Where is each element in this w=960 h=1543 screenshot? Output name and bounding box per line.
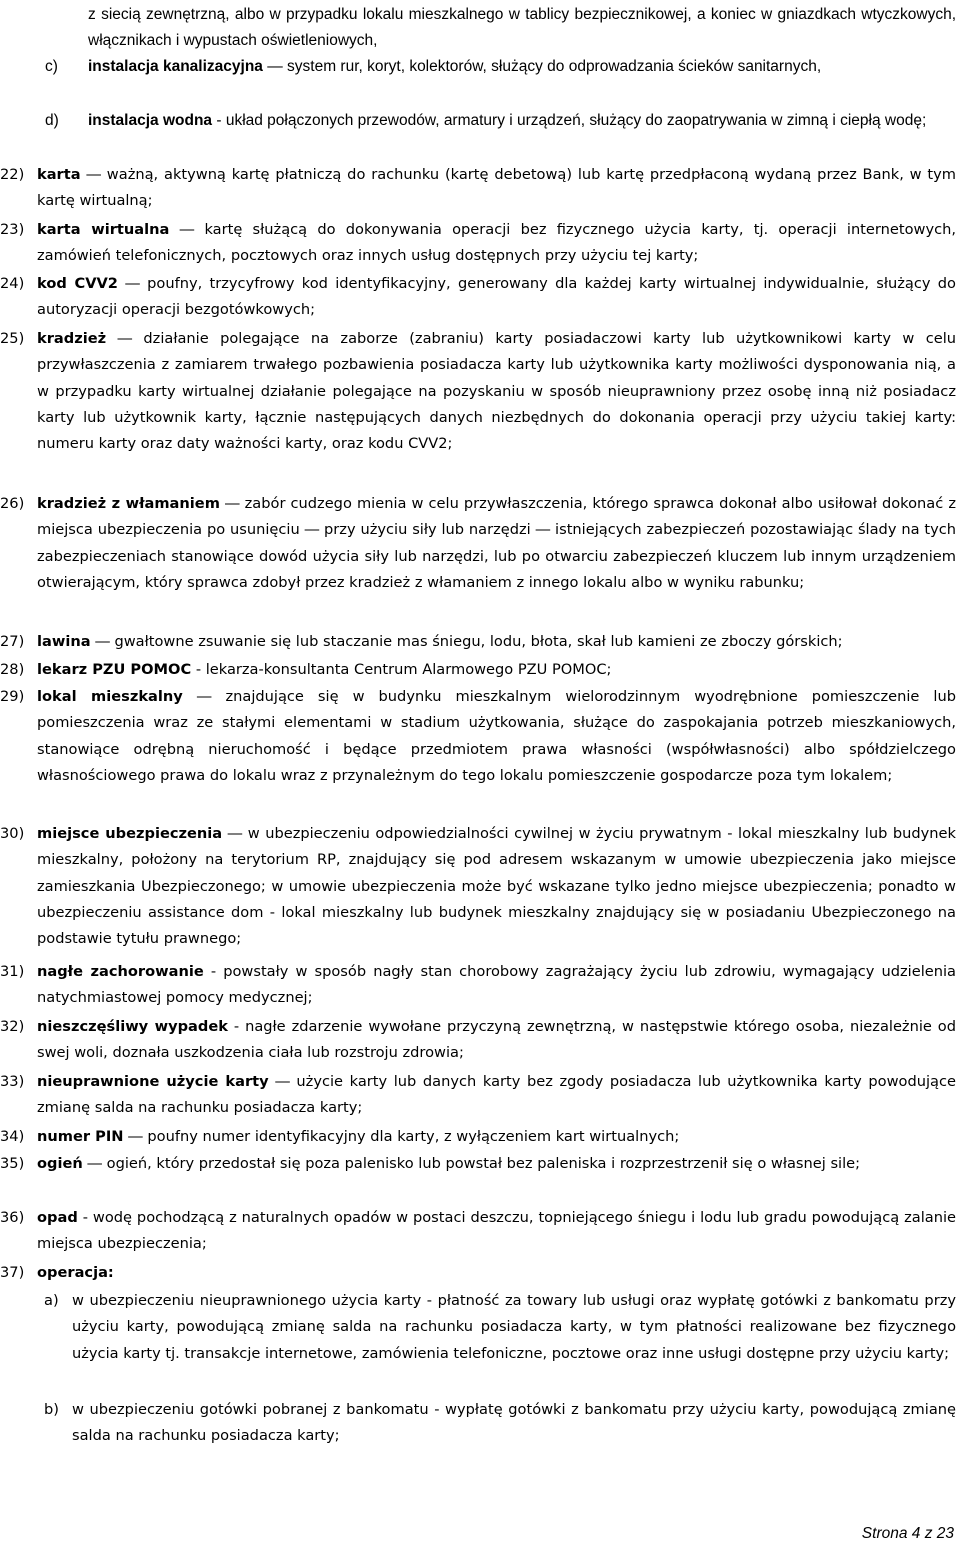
- definition-number: 37): [0, 1264, 25, 1281]
- definition-37: [0, 1260, 960, 1286]
- intro-item-c: [0, 54, 960, 80]
- definition-28: [0, 657, 960, 683]
- definition-term: ogień: [37, 1155, 83, 1172]
- definition-text: ― znajdujące się w budynku mieszkalnym wielorodzinnym wyodrębnione pomieszczenie lub pomieszczenia wraz ze stałymi elementami w stadium użytkowania, służące do zaspokajania potrzeb mieszkaniowych, stanowiące odrębną nieruchomość i będące przedmiotem prawa własności (współwłasności) albo spółdzielczego własnościowego prawa do lokalu wraz z przynależnym do tego lokalu pomieszczenie gospodarcze poza tym lokalem;: [37, 688, 956, 784]
- definition-term: miejsce ubezpieczenia: [37, 825, 223, 842]
- definition-term: nieszczęśliwy wypadek: [37, 1018, 228, 1035]
- definition-term: karta: [37, 166, 81, 183]
- definition-term: kradzież: [37, 330, 107, 347]
- definition-text: ― użycie karty lub danych karty bez zgody posiadacza lub użytkownika karty powodujące zmianę salda na rachunku posiadacza karty;: [37, 1073, 956, 1117]
- definition-term: numer PIN: [37, 1128, 124, 1145]
- definition-text: ― zabór cudzego mienia w celu przywłaszczenia, którego sprawca dokonał albo usiłował dokonać z miejsca ubezpieczenia po usunięciu ― przy użyciu siły lub narzędzi ― istniejących zabezpieczeń pozostawiając ślady na tych zabezpieczeniach stanowiące dowód użycia siły lub narzędzi, lub po otwarciu zabezpieczeń kluczem lub innym urządzeniem otwierającym, który sprawca zdobył przez kradzież z włamaniem z innego lokalu albo w wyniku rabunku;: [37, 495, 956, 591]
- definition-text: ― kartę służącą do dokonywania operacji bez fizycznego użycia karty, tj. operacji internetowych, zamówień telefonicznych, pocztowych oraz innych usług dostępnych przy użyciu tej karty;: [37, 221, 956, 265]
- intro-item-text: ― system rur, koryt, kolektorów, służący do odprowadzania ścieków sanitarnych,: [262, 58, 822, 75]
- intro-item-label: c): [45, 58, 58, 75]
- definition-number: 34): [0, 1128, 25, 1145]
- intro-item-term: instalacja kanalizacyjna: [88, 58, 263, 75]
- definition-text: ― poufny numer identyfikacyjny dla karty, z wyłączeniem kart wirtualnych;: [123, 1128, 680, 1145]
- definition-term: kod CVV2: [37, 275, 118, 292]
- definition-32: [0, 1014, 960, 1067]
- operacja-item-text: w ubezpieczeniu nieuprawnionego użycia karty - płatność za towary lub usługi oraz wypłatę gotówki z bankomatu przy użyciu karty, powodującą zmianę salda na rachunku posiadacza karty, w tym płatności realizowane bez fizycznego użycia karty tj. transakcje internetowe, zamówienia telefoniczne, pocztowe oraz inne usługi dostępne przy użyciu karty;: [72, 1292, 956, 1362]
- definition-number: 33): [0, 1073, 25, 1090]
- operacja-item-label: a): [44, 1292, 59, 1309]
- operacja-item-b: [0, 1397, 960, 1450]
- definition-number: 35): [0, 1155, 25, 1172]
- definition-number: 26): [0, 495, 25, 512]
- definition-number: 28): [0, 661, 25, 678]
- definition-27: [0, 629, 960, 655]
- definition-term: lawina: [37, 633, 91, 650]
- intro-continuation: [0, 2, 960, 54]
- definition-term: nagłe zachorowanie: [37, 963, 204, 980]
- definition-term: lekarz PZU POMOC: [37, 661, 192, 678]
- definition-term: nieuprawnione użycie karty: [37, 1073, 269, 1090]
- definition-34: [0, 1124, 960, 1150]
- definition-number: 36): [0, 1209, 25, 1226]
- definition-term: kradzież z włamaniem: [37, 495, 220, 512]
- definition-31: [0, 959, 960, 1012]
- definition-term: lokal mieszkalny: [37, 688, 183, 705]
- definition-22: [0, 162, 960, 215]
- definition-35: [0, 1151, 960, 1177]
- definition-number: 24): [0, 275, 25, 292]
- definition-text: ― w ubezpieczeniu odpowiedzialności cywilnej w życiu prywatnym - lokal mieszkalny lub budynek mieszkalny, położony na terytorium RP, znajdujący się pod adresem wskazanym w umowie ubezpieczenia jako miejsce zamieszkania Ubezpieczonego; w umowie ubezpieczenia może być wskazane tylko jedno miejsce ubezpieczenia; ponadto w ubezpieczeniu assistance dom - lokal mieszkalny lub budynek mieszkalny znajdujący się w posiadaniu Ubezpieczonego na podstawie tytułu prawnego;: [37, 825, 956, 948]
- intro-item-d: [0, 108, 960, 134]
- definition-number: 30): [0, 825, 25, 842]
- definition-term: karta wirtualna: [37, 221, 170, 238]
- operacja-item-label: b): [44, 1401, 59, 1418]
- definition-24: [0, 271, 960, 324]
- definition-number: 32): [0, 1018, 25, 1035]
- intro-item-label: d): [45, 112, 59, 129]
- definition-26: [0, 491, 960, 596]
- definition-text: - wodę pochodzącą z naturalnych opadów w postaci deszczu, topniejącego śniegu i lodu lub gradu powodującą zalanie miejsca ubezpieczenia;: [37, 1209, 956, 1253]
- definition-number: 27): [0, 633, 25, 650]
- definition-term: operacja:: [37, 1264, 114, 1281]
- definition-text: - nagłe zdarzenie wywołane przyczyną zewnętrzną, w następstwie którego osoba, niezależnie od swej woli, doznała uszkodzenia ciała lub rozstroju zdrowia;: [37, 1018, 956, 1062]
- definition-number: 25): [0, 330, 25, 347]
- definition-30: [0, 821, 960, 952]
- definition-text: ― ważną, aktywną kartę płatniczą do rachunku (kartę debetową) lub kartę przedpłaconą wydaną przez Bank, w tym kartę wirtualną;: [37, 166, 956, 210]
- definition-number: 22): [0, 166, 25, 183]
- page-number: Strona 4 z 23: [861, 1525, 954, 1542]
- definition-text: ― poufny, trzycyfrowy kod identyfikacyjny, generowany dla każdej karty wirtualnej indywidualnie, służący do autoryzacji operacji bezgotówkowych;: [37, 275, 956, 319]
- operacja-item-a: [0, 1288, 960, 1367]
- definition-text: ― działanie polegające na zaborze (zabraniu) karty posiadaczowi karty lub użytkownikowi karty w celu przywłaszczenia z zamiarem trwałego pozbawienia posiadacza karty lub użytkownika karty możliwości dysponowania nią, a w przypadku karty wirtualnej działanie polegające na pozyskaniu w sposób nieuprawniony przez osobę inną niż posiadacz karty lub użytkownik karty, łącznie następujących danych niezbędnych do dokonania operacji przy użyciu takiej karty: numeru karty oraz daty ważności karty, oraz kodu CVV2;: [37, 330, 956, 453]
- definition-text: ― ogień, który przedostał się poza palenisko lub powstał bez paleniska i rozprzestrzenił się o własnej sile;: [82, 1155, 861, 1172]
- definition-text: - powstały w sposób nagły stan chorobowy zagrażający życiu lub zdrowiu, wymagający udzielenia natychmiastowej pomocy medycznej;: [37, 963, 956, 1007]
- intro-item-term: instalacja wodna: [88, 112, 213, 129]
- operacja-item-text: w ubezpieczeniu gotówki pobranej z bankomatu - wypłatę gotówki z bankomatu przy użyciu karty, powodującą zmianę salda na rachunku posiadacza karty;: [72, 1401, 956, 1445]
- definition-number: 29): [0, 688, 25, 705]
- definition-29: [0, 684, 960, 789]
- definition-term: opad: [37, 1209, 78, 1226]
- intro-item-text: - układ połączonych przewodów, armatury i urządzeń, służący do zaopatrywania w zimną i ciepłą wodę;: [212, 112, 927, 129]
- definition-text: ― gwałtowne zsuwanie się lub staczanie mas śniegu, lodu, błota, skał lub kamieni ze zboczy górskich;: [90, 633, 843, 650]
- definition-25: [0, 326, 960, 457]
- definition-number: 23): [0, 221, 25, 238]
- definition-number: 31): [0, 963, 25, 980]
- definition-text: - lekarza-konsultanta Centrum Alarmowego PZU POMOC;: [191, 661, 612, 678]
- definition-33: [0, 1069, 960, 1122]
- intro-continuation-text: z siecią zewnętrzną, albo w przypadku lokalu mieszkalnego w tablicy bezpiecznikowej, a koniec w gniazdkach wtyczkowych, włącznikach i wypustach oświetleniowych,: [88, 6, 956, 49]
- definition-36: [0, 1205, 960, 1258]
- definition-23: [0, 217, 960, 270]
